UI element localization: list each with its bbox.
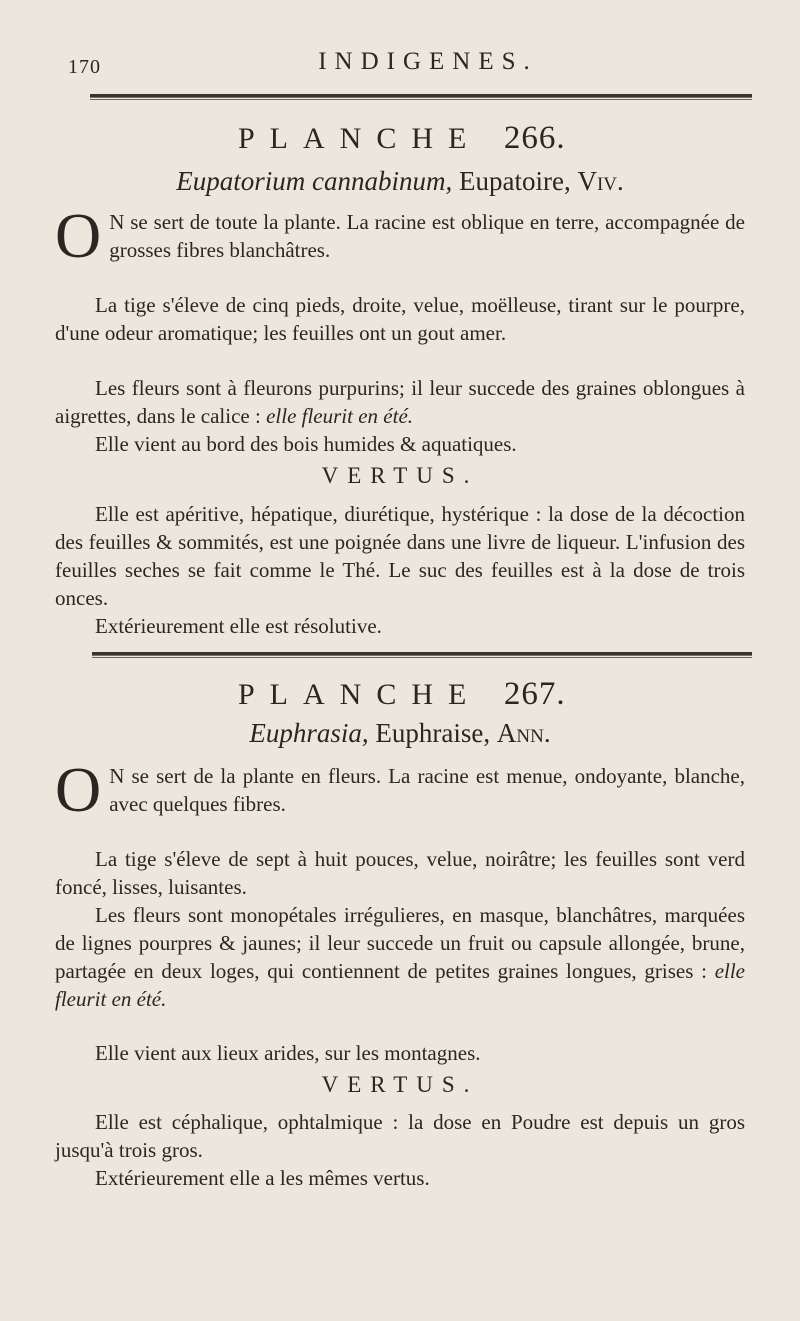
plate-267-species	[0, 718, 800, 749]
plate-266-para-3-italic: elle fleurit en été.	[266, 404, 414, 428]
plate-266-para-1	[55, 200, 745, 271]
plate-266-number: 266.	[503, 120, 566, 156]
plate-267-para-1	[55, 754, 745, 825]
plate-266-heading	[238, 120, 566, 157]
plate-267-common-name: Euphraise,	[375, 718, 491, 748]
plate-266-common-name: Eupatoire,	[458, 166, 571, 196]
plate-267-dropcap: O	[55, 754, 102, 825]
plate-266-duration: Viv.	[577, 166, 624, 196]
plate-267-heading	[238, 676, 566, 713]
plate-266-para-3	[55, 374, 745, 430]
running-title: INDIGENES.	[318, 48, 538, 75]
running-head	[68, 48, 748, 88]
plate-266-heading-word: PLANCHE	[238, 122, 482, 155]
page-number: 170	[68, 56, 101, 78]
plate-266-vertus-label: VERTUS.	[321, 463, 479, 488]
plate-266-dropcap: O	[55, 200, 102, 271]
plate-267-vertus-para-2: Extérieurement elle a les mêmes vertus.	[95, 1166, 430, 1190]
plate-266-latin-name: Eupatorium cannabinum,	[176, 166, 453, 196]
plate-266-para-3-text: Les fleurs sont à fleurons purpurins; il leur succede des graines oblongues à aigrettes, dans le calice :	[55, 376, 745, 428]
plate-266-species	[0, 166, 800, 197]
plate-267-duration: Ann.	[496, 718, 551, 748]
plate-267-heading-word: PLANCHE	[238, 678, 482, 711]
plate-267-para-3	[55, 901, 745, 1013]
plate-267-para-2: La tige s'éleve de sept à huit pouces, velue, noirâtre; les feuilles sont verd foncé, lisses, luisantes.	[55, 847, 745, 899]
plate-267-number: 267.	[503, 676, 566, 712]
plate-266-vertus-para-1: Elle est apéritive, hépatique, diurétique, hystérique : la dose de la décoction des feuilles & sommités, est une poignée dans une livre de liqueur. L'infusion des feuilles seches se fait comme le Thé. Le suc des feuilles est à la dose de trois onces.	[55, 502, 745, 610]
plate-266-vertus-para-2: Extérieurement elle est résolutive.	[95, 614, 382, 638]
plate-267-latin-name: Euphrasia,	[249, 718, 369, 748]
plate-267-para-4: Elle vient aux lieux arides, sur les montagnes.	[95, 1041, 481, 1065]
plate-267-vertus-label: VERTUS.	[321, 1072, 479, 1097]
plate-267-para-3-italic: elle fleurit en été.	[55, 959, 745, 1011]
plate-266-para-2: La tige s'éleve de cinq pieds, droite, velue, moëlleuse, tirant sur le pourpre, d'une odeur aromatique; les feuilles ont un gout amer.	[55, 293, 745, 345]
plate-267-para-3-text: Les fleurs sont monopétales irrégulieres, en masque, blanchâtres, marquées de lignes pourpres & jaunes; il leur succede un fruit ou capsule allongée, brune, partagée en deux loges, qui contiennent de petites graines longues, grises :	[55, 903, 745, 983]
top-rule	[90, 94, 752, 98]
plate-267-vertus-para-1: Elle est céphalique, ophtalmique : la dose en Poudre est depuis un gros jusqu'à trois gros.	[55, 1110, 745, 1162]
plate-266-para-4: Elle vient au bord des bois humides & aquatiques.	[95, 432, 517, 456]
middle-rule	[92, 652, 752, 656]
plate-267-para-1-text: N se sert de la plante en fleurs. La racine est menue, ondoyante, blanche, avec quelques fibres.	[109, 764, 745, 816]
plate-266-para-1-text: N se sert de toute la plante. La racine est oblique en terre, accompagnée de grosses fibres blanchâtres.	[109, 210, 745, 262]
